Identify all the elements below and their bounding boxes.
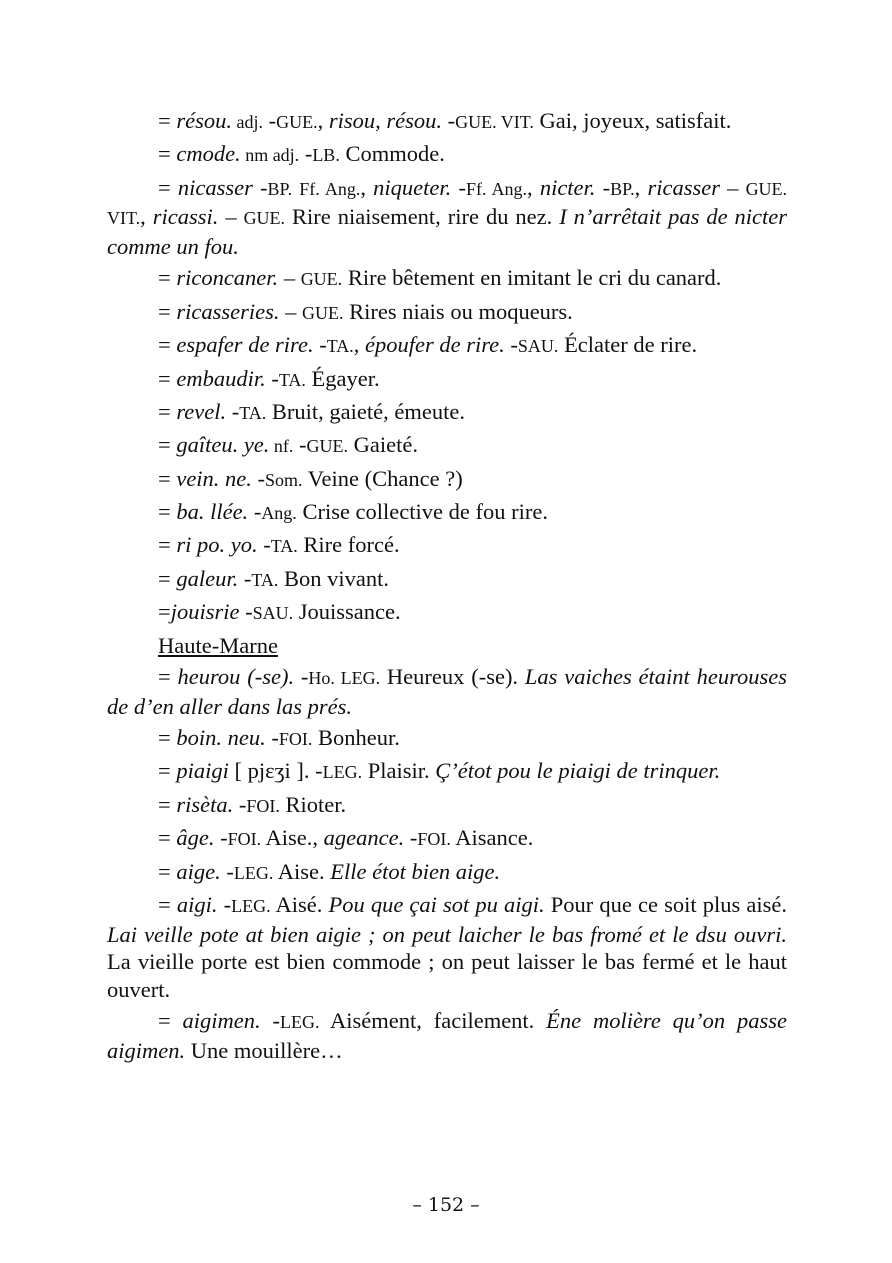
entry-text: [ pjɛʒi ]. - [228, 758, 323, 784]
entry-abbreviation: TA. [270, 536, 298, 557]
dictionary-entry [107, 565, 787, 595]
entry-abbreviation: Ang. [261, 503, 297, 524]
dictionary-entry [107, 140, 787, 170]
entry-text: - [233, 791, 247, 817]
entry-italic-text: cmode. [176, 141, 241, 167]
entry-text: Rioter. [279, 791, 347, 817]
entry-text: Heureux (-se). [380, 664, 525, 690]
entry-text: - [313, 332, 327, 358]
entry-text: Aise. [273, 858, 331, 884]
entry-text: = [158, 108, 177, 133]
entry-italic-text: piaigi [176, 758, 229, 784]
entry-text: , [140, 204, 153, 230]
entries-group-1 [107, 107, 787, 628]
page-content [107, 107, 787, 1068]
dictionary-entry [107, 298, 787, 328]
entry-italic-text: jouisrie [170, 599, 240, 625]
entry-text: - [293, 432, 307, 458]
entry-text: = [158, 565, 177, 591]
entry-abbreviation: BP. [610, 178, 635, 199]
entry-italic-text: aigi. [176, 891, 218, 917]
entry-text: = [158, 858, 177, 884]
entry-italic-text: ricasseries. [176, 298, 280, 324]
entry-italic-text: vein. ne. [176, 465, 252, 491]
entry-italic-text: époufer de rire. [365, 332, 505, 358]
entry-italic-text: ricasser [647, 174, 720, 200]
dictionary-entry [107, 498, 787, 528]
entry-abbreviation: adj. [231, 112, 263, 132]
entry-abbreviation: LEG. [322, 762, 363, 783]
entry-text: = [158, 599, 171, 625]
entry-text: - [252, 174, 268, 200]
entry-italic-text: embaudir. [176, 365, 266, 391]
entry-abbreviation: FOI. [417, 829, 451, 850]
entry-text: Veine (Chance ?) [302, 465, 463, 491]
entry-italic-text: ageance. [323, 825, 405, 851]
entry-abbreviation: LB. [312, 145, 340, 166]
entry-italic-text: Las vaiches étaint heurouses de d’en aller dans las prés. [107, 664, 787, 719]
entry-abbreviation: SAU. [252, 603, 294, 624]
dictionary-entry [107, 431, 787, 461]
entry-text: - [262, 108, 277, 133]
entry-abbreviation: Ff. Ang. [465, 178, 527, 199]
entry-text: , [634, 174, 648, 200]
entry-text: - [504, 332, 518, 358]
dictionary-entry [107, 264, 787, 294]
dictionary-entry [107, 663, 787, 720]
entry-text: - [441, 108, 456, 133]
entry-text: – [719, 174, 746, 200]
entry-text: – [218, 204, 244, 230]
entry-text: Rire bêtement en imitant le cri du canard. [342, 265, 722, 291]
entry-italic-text: I n’arrêtait pas de nicter comme un fou. [107, 204, 788, 259]
entry-italic-text: espafer de rire. [176, 332, 314, 358]
entry-abbreviation: FOI. [278, 729, 313, 750]
entry-abbreviation: GUE. [301, 302, 344, 323]
dictionary-entry [107, 398, 787, 428]
entry-text: = [158, 825, 177, 851]
entry-italic-text: ba. llée. [176, 499, 249, 525]
entry-italic-text: Éne molière qu’on passe aigimen. [107, 1008, 787, 1063]
entry-abbreviation: Ho. LEG. [308, 668, 381, 689]
entry-text: - [404, 825, 418, 851]
entry-text: Pour que ce soit plus aisé. [544, 891, 787, 917]
entry-text: - [595, 174, 611, 200]
entry-text: Aisance. [450, 825, 534, 851]
entry-text: - [265, 365, 279, 391]
entry-italic-text: nicasser [177, 174, 253, 200]
entry-text: - [220, 858, 234, 884]
entry-text: = [158, 758, 177, 784]
entry-text: = [158, 332, 177, 358]
entry-text: Plaisir. [362, 758, 436, 784]
entry-text: Une mouillère… [185, 1037, 343, 1063]
entry-abbreviation: LEG. [231, 895, 271, 916]
entry-text: - [226, 398, 240, 424]
entry-abbreviation: LEG. [279, 1012, 320, 1033]
entry-italic-text: boin. neu. [176, 725, 266, 751]
entry-abbreviation: FOI. [246, 795, 280, 816]
entry-text: - [294, 664, 309, 690]
entry-text: Bon vivant. [278, 565, 390, 591]
entry-text: = [158, 298, 177, 324]
entry-abbreviation: TA. [239, 402, 267, 423]
entry-italic-text: Ç’étot pou le piaigi de trinquer. [435, 758, 721, 784]
entry-text: = [158, 465, 177, 491]
dictionary-entry [107, 365, 787, 395]
entry-text: – [278, 265, 301, 291]
entry-text: = [158, 499, 177, 525]
dictionary-entry [107, 1007, 787, 1064]
dictionary-entry [107, 724, 787, 754]
section-title: Haute-Marne [158, 632, 278, 658]
entry-text: = [158, 365, 177, 391]
entry-italic-text: niqueter. [373, 174, 452, 200]
entry-text: - [257, 532, 271, 558]
entries-group-2 [107, 663, 787, 1064]
page-number: – 152 – [412, 1194, 480, 1216]
entry-italic-text: Elle étot bien aige. [330, 858, 501, 884]
entry-italic-text: riconcaner. [176, 265, 279, 291]
dictionary-entry [107, 598, 787, 628]
entry-text: = [158, 532, 177, 558]
entry-text: = [158, 398, 177, 424]
entry-text: Rire forcé. [297, 532, 400, 558]
entry-text: = [158, 791, 177, 817]
dictionary-entry [107, 858, 787, 888]
entry-text: , [527, 174, 540, 200]
dictionary-entry [107, 331, 787, 361]
entry-text: = [158, 141, 177, 167]
entry-italic-text: gaîteu. ye. [176, 432, 270, 458]
entry-italic-text: résou. [176, 108, 232, 133]
entry-abbreviation: Som. [265, 469, 303, 490]
entry-text: - [251, 465, 266, 491]
entry-italic-text: risèta. [176, 791, 234, 817]
dictionary-entry [107, 891, 787, 1003]
entry-italic-text: nicter. [539, 174, 596, 200]
entry-text: Aisé. [270, 891, 329, 917]
dictionary-entry [107, 531, 787, 561]
entry-italic-text: Pou que çai sot pu aigi. [328, 891, 545, 917]
entry-italic-text: Lai veille pote at bien aigie ; on peut laicher le bas fromé et le dsu ouvri. [107, 921, 787, 947]
entry-text: - [451, 174, 466, 200]
entry-text: Bonheur. [312, 725, 400, 751]
dictionary-entry [107, 824, 787, 854]
entry-italic-text: heurou (-se). [177, 664, 295, 690]
entry-italic-text: revel. [176, 398, 227, 424]
entry-italic-text: ri po. yo. [176, 532, 258, 558]
entry-abbreviation: SAU. [517, 336, 559, 357]
entry-text: Égayer. [305, 365, 380, 391]
entry-text: - [248, 499, 262, 525]
entry-italic-text: aigimen. [182, 1008, 261, 1034]
entry-text: Éclater de rire. [558, 332, 698, 358]
entry-text: Gai, joyeux, satisfait. [533, 108, 732, 133]
entry-text: - [265, 725, 279, 751]
entry-text: = [158, 891, 177, 917]
entry-text: Jouissance. [293, 599, 401, 625]
dictionary-entry [107, 757, 787, 787]
entry-text: , [317, 108, 329, 133]
entry-abbreviation: FOI. [227, 829, 262, 850]
dictionary-entry [107, 107, 787, 137]
entry-text: - [260, 1008, 280, 1034]
entry-abbreviation: GUE. VIT. [455, 112, 534, 132]
entry-abbreviation: TA. [326, 336, 354, 357]
dictionary-entry [107, 791, 787, 821]
entry-italic-text: âge. [176, 825, 215, 851]
dictionary-entry [107, 465, 787, 495]
entry-abbreviation: BP. [267, 178, 293, 199]
entry-text: , [360, 174, 374, 200]
entry-text: La vieille porte est bien commode ; on peut laisser le bas fermé et le haut ouvert. [107, 949, 787, 1002]
entry-text: , [353, 332, 366, 358]
entry-abbreviation: nm adj. [240, 145, 300, 166]
entry-abbreviation: GUE. [243, 208, 286, 229]
entry-text: Rires niais ou moqueurs. [343, 298, 573, 324]
entry-italic-text: risou, résou. [328, 108, 442, 133]
entry-abbreviation: GUE. [306, 436, 349, 457]
entry-text: = [158, 725, 177, 751]
entry-abbreviation: TA. [278, 369, 306, 390]
entry-text: Rire niaisement, rire du nez. [285, 204, 560, 230]
entry-abbreviation: Ff. Ang. [299, 178, 361, 199]
entry-italic-text: aige. [176, 858, 221, 884]
entry-text: Aisément, facilement. [319, 1008, 547, 1034]
entry-abbreviation: GUE. VIT. [107, 178, 788, 229]
dictionary-entry [107, 174, 787, 261]
entry-abbreviation: LEG. [233, 862, 274, 883]
entry-text: Aise., [261, 825, 324, 851]
entry-text: Commode. [339, 141, 445, 167]
entry-abbreviation: GUE. [276, 112, 318, 132]
entry-text: - [238, 565, 252, 591]
entry-text: – [279, 298, 302, 324]
entry-text: - [214, 825, 228, 851]
entry-abbreviation: GUE. [300, 269, 343, 290]
entry-text: - [299, 141, 313, 167]
entry-italic-text: ricassi. [152, 204, 219, 230]
entry-text: - [217, 891, 232, 917]
entry-text: = [158, 1008, 183, 1034]
entry-text: = [158, 265, 177, 291]
entry-text: = [158, 664, 178, 690]
entry-text: Gaieté. [348, 432, 419, 458]
entry-abbreviation: nf. [269, 436, 294, 457]
entry-italic-text: galeur. [176, 565, 239, 591]
section-heading [107, 632, 787, 660]
entry-text: Crise collective de fou rire. [296, 499, 548, 525]
entry-text: Bruit, gaieté, émeute. [266, 398, 465, 424]
entry-text: = [158, 174, 178, 200]
entry-text: - [239, 599, 253, 625]
entry-abbreviation: TA. [251, 569, 279, 590]
entry-text: = [158, 432, 177, 458]
